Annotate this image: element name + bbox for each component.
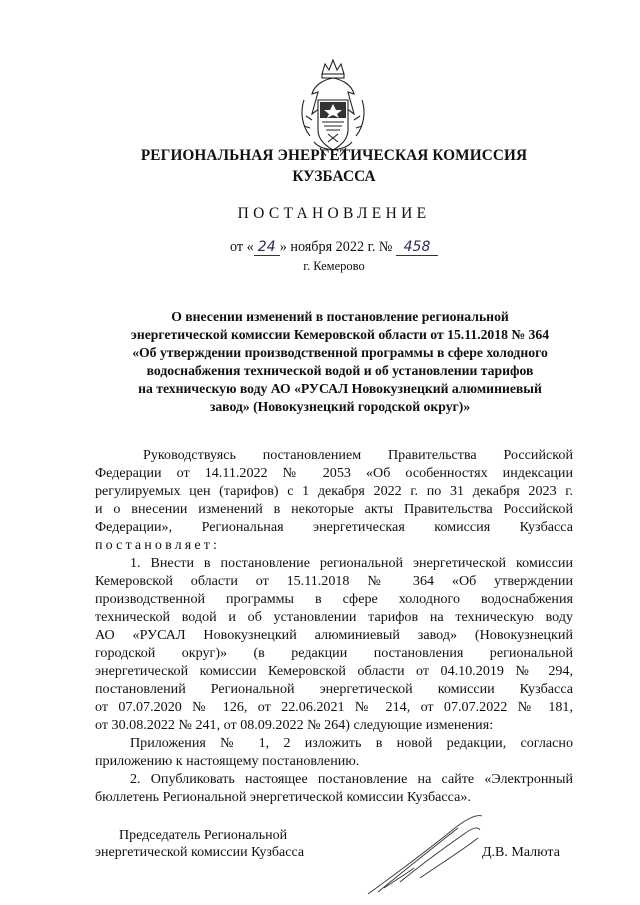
date-day-handwritten: 24 — [254, 239, 280, 256]
date-suffix: » ноября 2022 г. № — [279, 239, 397, 255]
title-line: «Об утверждении производственной программы в сфере холодного — [132, 345, 548, 360]
title-line: на техническую воду АО «РУСАЛ Новокузнецкий алюминиевый — [138, 381, 542, 396]
body-line: производственной программы в сфере холодного водоснабжения — [95, 591, 573, 607]
body-line: 1. Внести в постановление региональной энергетической комиссии — [130, 555, 573, 571]
signatory-name: Д.В. Малюта — [482, 845, 560, 860]
body-line: Федерации от 14.11.2022 № 2053 «Об особенностях индексации — [95, 465, 573, 481]
resolution-title — [92, 308, 588, 416]
title-line: завод» (Новокузнецкий городской округ)» — [209, 399, 471, 414]
body-line: Руководствуясь постановлением Правительства Российской — [143, 447, 573, 463]
body-line: приложению к настоящему постановлению. — [95, 753, 360, 769]
body-line: городской округ)» (в редакции постановления региональной — [95, 645, 573, 661]
body-line: технической водой и об установлении тарифов на техническую воду — [95, 609, 573, 625]
document-number-handwritten: 458 — [396, 239, 438, 256]
body-line: от 30.08.2022 № 241, от 08.09.2022 № 264) следующие изменения: — [95, 717, 494, 733]
title-line: энергетической комиссии Кемеровской области от 15.11.2018 № 364 — [130, 327, 550, 342]
body-line: постановлений Региональной энергетической комиссии Кузбасса — [95, 681, 573, 697]
organization-name-line2: КУЗБАССА — [292, 168, 376, 185]
body-line: бюллетень Региональной энергетической комиссии Кузбасса». — [95, 789, 471, 805]
date-prefix: от « — [229, 239, 254, 255]
body-line: и о внесении изменений в некоторые акты Правительства Российской — [95, 501, 573, 517]
city: г. Кемерово — [303, 259, 365, 273]
organization-name-line1: РЕГИОНАЛЬНАЯ ЭНЕРГЕТИЧЕСКАЯ КОМИССИЯ — [140, 147, 528, 164]
body-line: Федерации», Региональная энергетическая комиссия Кузбасса — [95, 519, 573, 535]
body-line: энергетической комиссии Кемеровской области от 04.10.2019 № 294, — [95, 663, 573, 679]
signatory-position-line1: Председатель Региональной — [119, 828, 288, 843]
document-type: ПОСТАНОВЛЕНИЕ — [237, 205, 431, 222]
body-line: регулируемых цен (тарифов) с 1 декабря 2022 г. по 31 декабря 2023 г. — [95, 483, 573, 499]
title-line: водоснабжения технической водой и об установлении тарифов — [146, 363, 534, 378]
body-line: АО «РУСАЛ Новокузнецкий алюминиевый завод» (Новокузнецкий — [95, 627, 573, 643]
body-line: Приложения № 1, 2 изложить в новой редакции, согласно — [130, 735, 573, 751]
body-line: Кемеровской области от 15.11.2018 № 364 «Об утверждении — [95, 573, 573, 589]
coat-of-arms-emblem — [292, 56, 374, 160]
body-line: от 07.07.2020 № 126, от 22.06.2021 № 214, от 07.07.2022 № 181, — [95, 699, 573, 715]
body-line: постановляет: — [95, 537, 220, 553]
document-date-line — [60, 239, 608, 256]
title-line: О внесении изменений в постановление региональной — [171, 309, 509, 324]
signatory-position — [95, 827, 304, 861]
body-line: 2. Опубликовать настоящее постановление на сайте «Электронный — [130, 771, 573, 787]
signatory-position-line2: энергетической комиссии Кузбасса — [95, 845, 305, 860]
